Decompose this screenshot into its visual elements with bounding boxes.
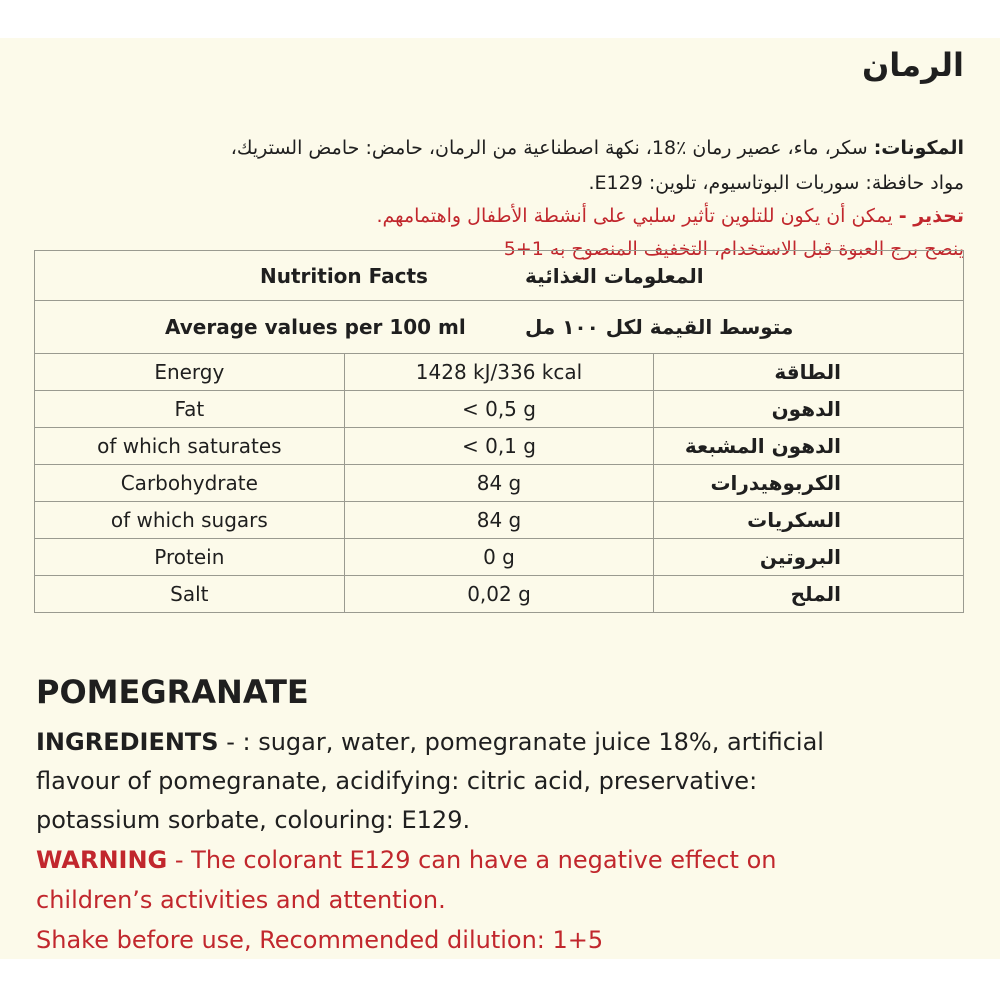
nutrient-value: 84 g xyxy=(344,465,654,502)
english-ingredients-line2: flavour of pomegranate, acidifying: citric acid, preservative: xyxy=(36,767,758,795)
english-shake-text: Shake before use, Recommended dilution: 1+5 xyxy=(36,926,604,954)
english-ingredients-text1: - : sugar, water, pomegranate juice 18%, artificial xyxy=(218,728,824,756)
english-warning-line1 xyxy=(36,846,776,874)
arabic-shake-text: ينصح برج العبوة قبل الاستخدام، التخفيف المنصوح به 1+5 xyxy=(503,238,964,260)
table-row xyxy=(35,391,964,428)
nutrient-value: < 0,5 g xyxy=(344,391,654,428)
english-ingredients-line1 xyxy=(36,728,824,756)
nutrient-value: 84 g xyxy=(344,502,654,539)
english-warning-label: WARNING xyxy=(36,846,168,874)
table-row xyxy=(35,428,964,465)
nutrient-name-ar: الكربوهيدرات xyxy=(654,465,964,502)
nutrition-table xyxy=(34,250,964,613)
arabic-warning-label: تحذير - xyxy=(898,205,964,227)
nutrition-subheader-ar: متوسط القيمة لكل ١٠٠ مل xyxy=(525,315,794,339)
arabic-ingredients-line1 xyxy=(231,137,964,159)
arabic-ingredients-label: المكونات: xyxy=(873,137,964,159)
nutrition-header xyxy=(35,251,964,301)
nutrient-value: 0 g xyxy=(344,539,654,576)
nutrient-name: Salt xyxy=(35,576,345,613)
nutrient-name: Carbohydrate xyxy=(35,465,345,502)
arabic-ingredients-line2: مواد حافظة: سوربات البوتاسيوم، تلوين: E129. xyxy=(588,172,964,194)
nutrient-name-ar: السكريات xyxy=(654,502,964,539)
nutrient-name-ar: الملح xyxy=(654,576,964,613)
arabic-warning-text: يمكن أن يكون للتلوين تأثير سلبي على أنشطة الأطفال واهتمامهم. xyxy=(376,205,899,227)
english-warning-line2: children’s activities and attention. xyxy=(36,886,446,914)
nutrient-name-ar: البروتين xyxy=(654,539,964,576)
nutrition-subheader-row xyxy=(35,301,964,354)
nutrient-name: Protein xyxy=(35,539,345,576)
nutrition-header-en: Nutrition Facts xyxy=(260,263,428,288)
nutrient-name: of which sugars xyxy=(35,502,345,539)
table-row xyxy=(35,539,964,576)
arabic-title: الرمان xyxy=(861,46,964,84)
english-warning-text1: - The colorant E129 can have a negative effect on xyxy=(167,846,777,874)
english-ingredients-label: INGREDIENTS xyxy=(36,728,219,756)
nutrition-header-ar: المعلومات الغذائية xyxy=(525,263,704,288)
nutrient-value: 0,02 g xyxy=(344,576,654,613)
nutrient-name-ar: الدهون xyxy=(654,391,964,428)
nutrition-subheader xyxy=(35,301,964,354)
english-title: POMEGRANATE xyxy=(36,673,309,711)
english-ingredients-line3: potassium sorbate, colouring: E129. xyxy=(36,806,471,834)
table-row xyxy=(35,576,964,613)
table-row xyxy=(35,354,964,391)
arabic-warning xyxy=(377,205,965,227)
arabic-ingredients-text1: سكر، ماء، عصير رمان ٪18، نكهة اصطناعية من الرمان، حامض: حامض الستريك، xyxy=(230,137,874,159)
nutrient-name: Fat xyxy=(35,391,345,428)
nutrient-name-ar: الطاقة xyxy=(654,354,964,391)
nutrition-header-row xyxy=(35,251,964,301)
nutrient-name: Energy xyxy=(35,354,345,391)
nutrient-value: 1428 kJ/336 kcal xyxy=(344,354,654,391)
nutrient-name: of which saturates xyxy=(35,428,345,465)
nutrient-value: < 0,1 g xyxy=(344,428,654,465)
table-row xyxy=(35,502,964,539)
table-row xyxy=(35,465,964,502)
nutrition-subheader-en: Average values per 100 ml xyxy=(165,315,466,339)
nutrient-name-ar: الدهون المشبعة xyxy=(654,428,964,465)
